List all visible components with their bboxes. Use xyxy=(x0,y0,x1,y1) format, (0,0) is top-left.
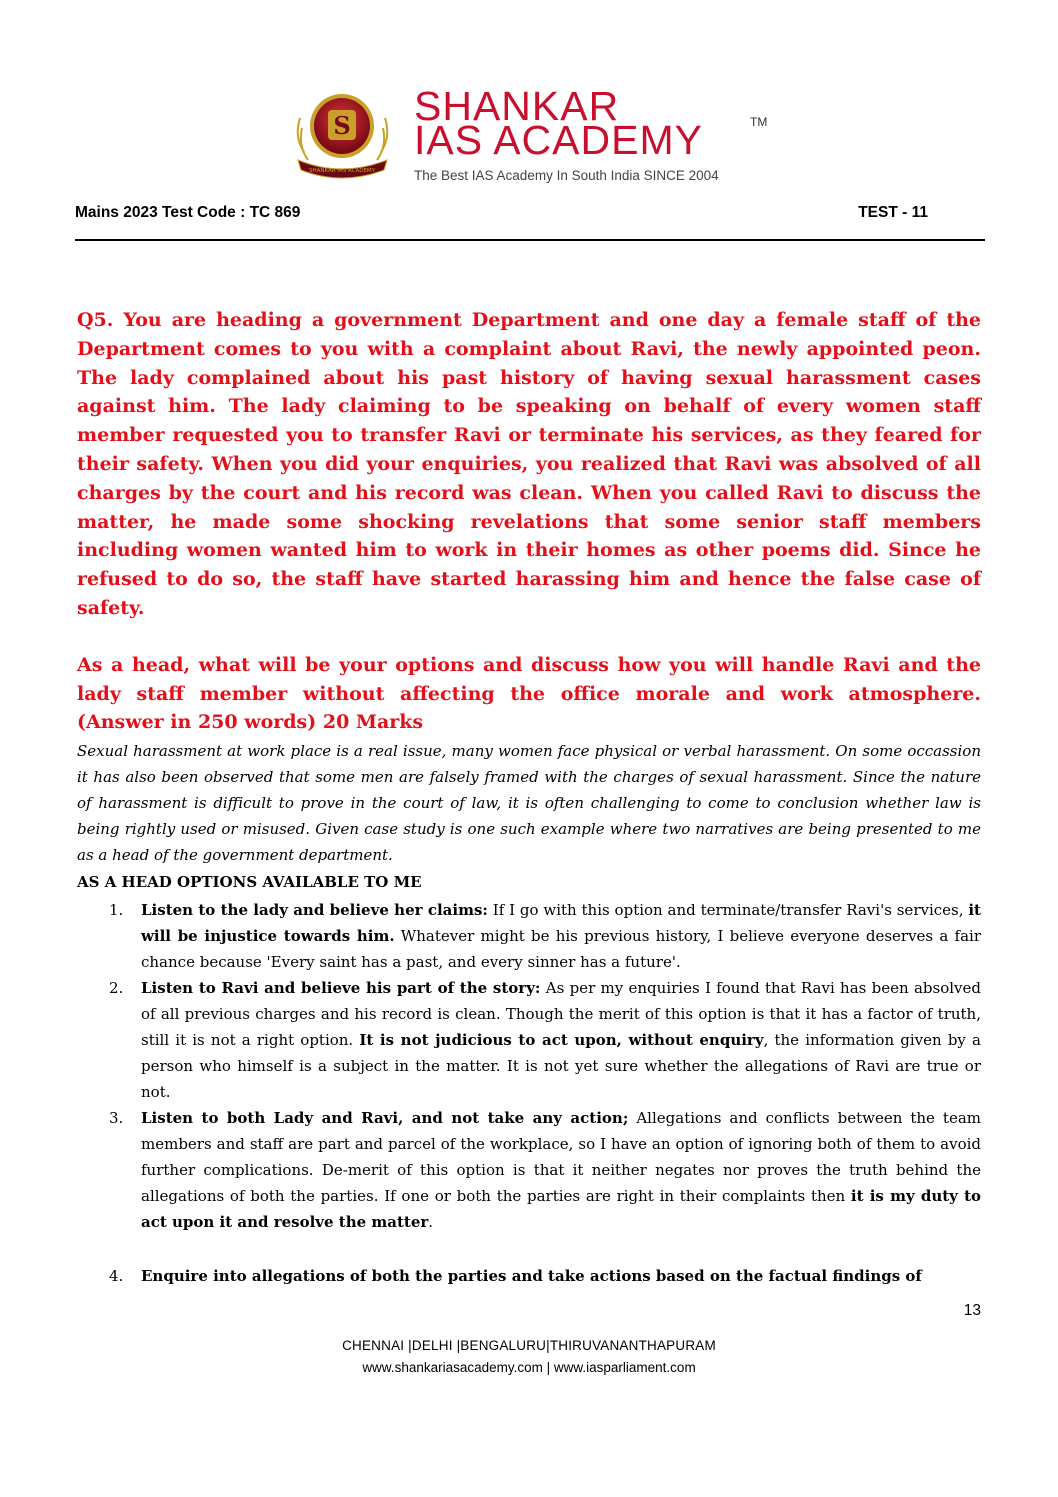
option-text: Allegations and conflicts between the team members and staff are part and parcel of the workplace, so I have an option of ignoring both of them to avoid further complications. De-merit of this option is that it neither negates nor proves the truth behind the allegations of both the parties. If one or both the parties are right in their complaints then xyxy=(141,1109,982,1205)
option-text: As per my enquiries I found that Ravi has been absolved of all previous charges and his record is clean. Though the merit of this option is that it has a factor of truth, still it is not a right option. xyxy=(141,979,981,1049)
option-title: Enquire into allegations of both the parties and take actions based on the factual findings of xyxy=(141,1267,922,1285)
option-title: Listen to the lady and believe her claims: xyxy=(141,901,488,919)
header-divider xyxy=(75,239,985,241)
list-item-number: 1. xyxy=(109,901,124,919)
question-text: Q5. You are heading a government Department and one day a female staff of the Department comes to you with a complaint about Ravi, the newly appointed peon. The lady complained about his past history of having sexual harassment cases against him. The lady claiming to be speaking on behalf of every women staff member requested you to transfer Ravi or terminate his services, as they feared for their safety. When you did your enquiries, you realized that Ravi was absolved of all charges by the court and his record was clean. When you called Ravi to discuss the matter, he made some shocking revelations that some senior staff members including women wanted him to work in their homes as other poems did. Since he refused to do so, the staff have started harassing him and hence the false case of safety. xyxy=(77,309,981,619)
test-number: TEST - 11 xyxy=(858,204,928,221)
question-block xyxy=(77,306,981,737)
option-text: Whatever might be his previous history, I believe everyone deserves a fair chance because 'Every saint has a past, and every sinner has a future'. xyxy=(141,927,981,971)
list-item-number: 3. xyxy=(109,1109,124,1127)
option-text: If I go with this option and terminate/transfer Ravi's services, xyxy=(487,901,969,919)
option-emphasis: it will be injustice towards him. xyxy=(141,901,981,945)
list-item-number: 4. xyxy=(109,1267,124,1285)
option-text: , the information given by a person who himself is a subject in the matter. It is not yet sure whether the allegations of Ravi are true or not. xyxy=(141,1031,981,1101)
footer-cities: CHENNAI |DELHI |BENGALURU|THIRUVANANTHAPURAM xyxy=(342,1338,716,1353)
brand-tagline: The Best IAS Academy In South India SINCE 2004 xyxy=(414,168,719,183)
option-text: . xyxy=(428,1213,434,1231)
list-item xyxy=(77,975,981,1105)
svg-text:S: S xyxy=(333,111,351,140)
trademark-symbol: TM xyxy=(750,115,768,129)
academy-logo xyxy=(290,82,790,192)
option-title: Listen to both Lady and Ravi, and not take any action; xyxy=(141,1109,629,1127)
test-code: Mains 2023 Test Code : TC 869 xyxy=(75,204,301,221)
option-emphasis: It is not judicious to act upon, without enquiry xyxy=(359,1031,764,1049)
options-list xyxy=(77,897,981,1289)
page-header xyxy=(75,204,983,226)
academy-emblem-icon xyxy=(290,82,395,187)
list-item-number: 2. xyxy=(109,979,124,997)
option-emphasis: it is my duty to act upon it and resolve the matter xyxy=(141,1187,982,1231)
option-title: Listen to Ravi and believe his part of the story: xyxy=(141,979,541,997)
options-heading: AS A HEAD OPTIONS AVAILABLE TO ME xyxy=(77,873,422,891)
svg-text:SHANKAR IAS ACADEMY: SHANKAR IAS ACADEMY xyxy=(308,168,376,174)
page-number: 13 xyxy=(963,1302,981,1319)
list-item xyxy=(77,897,981,975)
brand-name-line2: IAS ACADEMY xyxy=(414,117,703,163)
answer-intro: Sexual harassment at work place is a real issue, many women face physical or verbal harassment. On some occassion it has also been observed that some men are falsely framed with the charges of sexual harassment. Since the nature of harassment is difficult to prove in the court of law, it is often challenging to come to conclusion whether law is being rightly used or misused. Given case study is one such example where two narratives are being presented to me as a head of the government department. xyxy=(77,742,981,864)
brand-name-line1: SHANKAR xyxy=(414,83,620,129)
list-item xyxy=(77,1263,981,1289)
question-prompt: As a head, what will be your options and discuss how you will handle Ravi and the lady staff member without affecting the office morale and work atmosphere. (Answer in 250 words) 20 Marks xyxy=(77,653,981,734)
list-item xyxy=(77,1105,981,1235)
footer-websites: www.shankariasacademy.com | www.iasparliament.com xyxy=(362,1360,696,1375)
